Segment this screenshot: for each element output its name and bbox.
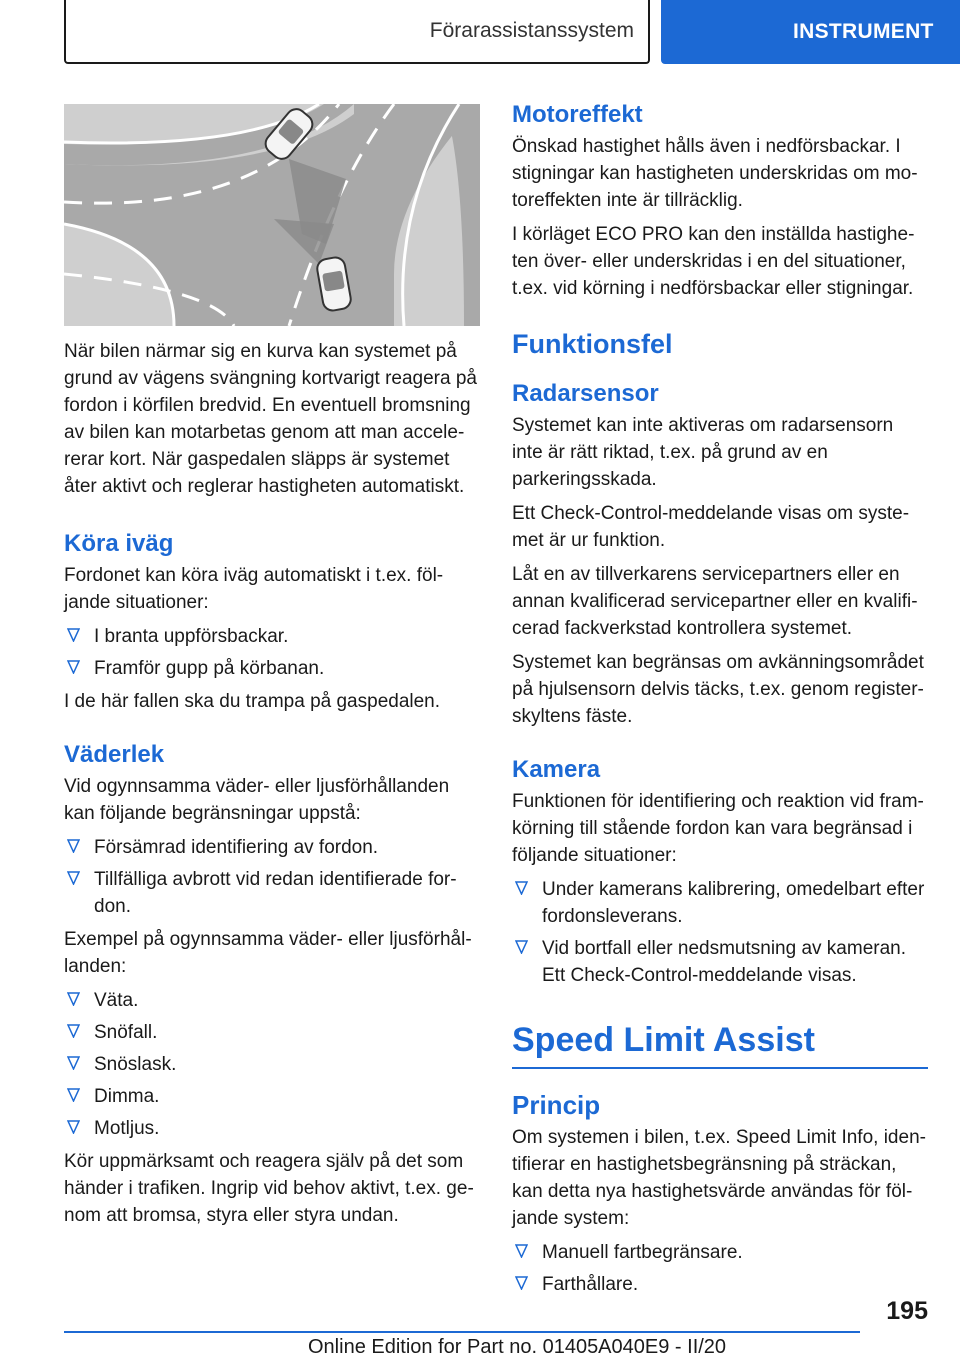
heading-princip: Princip [512,1090,601,1120]
princip-text: Om systemen i bilen, t.ex. Speed Limit Info, identifierar en hastighetsbegränsning på sträckan, kan detta nya hastighetsvärde användas för följande system: [512,1127,926,1229]
figure-caption: När bilen närmar sig en kurva kan systemet på grund av vägens svängning kortvarigt reagera på fordon i körfilen bredvid. En eventuell bromsning av bilen kan motarbetas genom att man accelererar kort. När gaspedalen släpps är systemet åter aktivt och reglerar hastigheten automatiskt. [64,341,477,497]
radar-text-4: Systemet kan begränsas om avkänningsområdet på hjulsensorn delvis täcks, t.ex. genom registerskyltens fäste. [512,652,924,727]
list-item: Snöslask. [64,1051,480,1078]
vader-list [64,834,480,920]
list-item: Farthållare. [512,1271,928,1298]
bullet-triangle-icon [67,1024,80,1038]
motor-text-1: Önskad hastighet hålls även i nedförsbackar. I stigningar kan hastigheten underskridas om motoreffekten inte är tillräcklig. [512,136,918,211]
footer-divider [64,1331,860,1333]
page-number: 195 [886,1297,928,1325]
vader-after: Kör uppmärksamt och reagera själv på det som händer i trafiken. Ingrip vid behov aktivt, t.ex. genom att bromsa, styra eller styra undan. [64,1151,474,1226]
kamera-text: Funktionen för identifiering och reaktion vid framkörning till stående fordon kan vara begränsad i följande situationer: [512,791,924,866]
heading-vaderlek: Väderlek [64,741,165,768]
radar-text-1: Systemet kan inte aktiveras om radarsensorn inte är rätt riktad, t.ex. på grund av en parkeringsskada. [512,415,894,490]
list-item: Framför gupp på körbanan. [64,655,480,682]
header-section-title: Förarassistanssystem [429,19,634,42]
list-item: Väta. [64,987,480,1014]
kamera-list [512,876,928,989]
list-item: Försämrad identifiering av fordon. [64,834,480,861]
kora-text: Fordonet kan köra iväg automatiskt i t.ex. följande situationer: [64,565,444,613]
list-item: Vid bortfall eller nedsmutsning av kameran. Ett Check-Control-meddelande visas. [512,935,928,989]
left-column [64,104,480,1236]
heading-radarsensor: Radarsensor [512,380,659,407]
bullet-triangle-icon [515,940,528,954]
bullet-triangle-icon [515,1276,528,1290]
heading-funktionsfel: Funktionsfel [512,329,673,359]
vader-text: Vid ogynnsamma väder- eller ljusförhållanden kan följande begränsningar uppstå: [64,776,450,824]
heading-kamera: Kamera [512,756,601,783]
motor-text-2: I körläget ECO PRO kan den inställda hastigheten över- eller underskridas i en del situationer, t.ex. vid körning i nedförsbackar eller stigningar. [512,224,915,299]
list-item: Manuell fartbegränsare. [512,1239,928,1266]
bullet-triangle-icon [67,839,80,853]
list-item: I branta uppförsbackar. [64,623,480,650]
bullet-triangle-icon [67,628,80,642]
vader-examples-list [64,987,480,1142]
vader-examples-intro: Exempel på ogynnsamma väder- eller ljusförhållanden: [64,929,472,977]
heading-speed-limit-assist: Speed Limit Assist [512,1017,928,1069]
header-chapter-title: INSTRUMENT [793,20,934,43]
radar-text-3: Låt en av tillverkarens servicepartners eller en annan kvalificerad servicepartner eller en kvalificerad fackverkstad kontrollera systemet. [512,564,918,639]
kora-list [64,623,480,682]
list-item: Tillfälliga avbrott vid redan identifierade fordon. [64,866,480,920]
list-item: Motljus. [64,1115,480,1142]
right-column [512,100,928,1304]
bullet-triangle-icon [67,1056,80,1070]
list-item: Under kamerans kalibrering, omedelbart efter fordonsleverans. [512,876,928,930]
princip-list [512,1239,928,1298]
curve-illustration [64,104,480,326]
heading-motoreffekt: Motoreffekt [512,101,643,128]
footer-edition: Online Edition for Part no. 01405A040E9 - II/20 [308,1336,727,1358]
bullet-triangle-icon [67,1120,80,1134]
header-chapter-tab[interactable] [661,0,960,64]
bullet-triangle-icon [515,881,528,895]
heading-kora-ivag: Köra iväg [64,530,174,557]
list-item: Dimma. [64,1083,480,1110]
bullet-triangle-icon [515,1244,528,1258]
list-item: Snöfall. [64,1019,480,1046]
bullet-triangle-icon [67,992,80,1006]
road-curve-image [64,104,480,326]
radar-text-2: Ett Check-Control-meddelande visas om systemet är ur funktion. [512,503,910,551]
bullet-triangle-icon [67,871,80,885]
bullet-triangle-icon [67,1088,80,1102]
kora-after: I de här fallen ska du trampa på gaspedalen. [64,691,441,712]
header-section-tab [64,0,650,64]
bullet-triangle-icon [67,660,80,674]
